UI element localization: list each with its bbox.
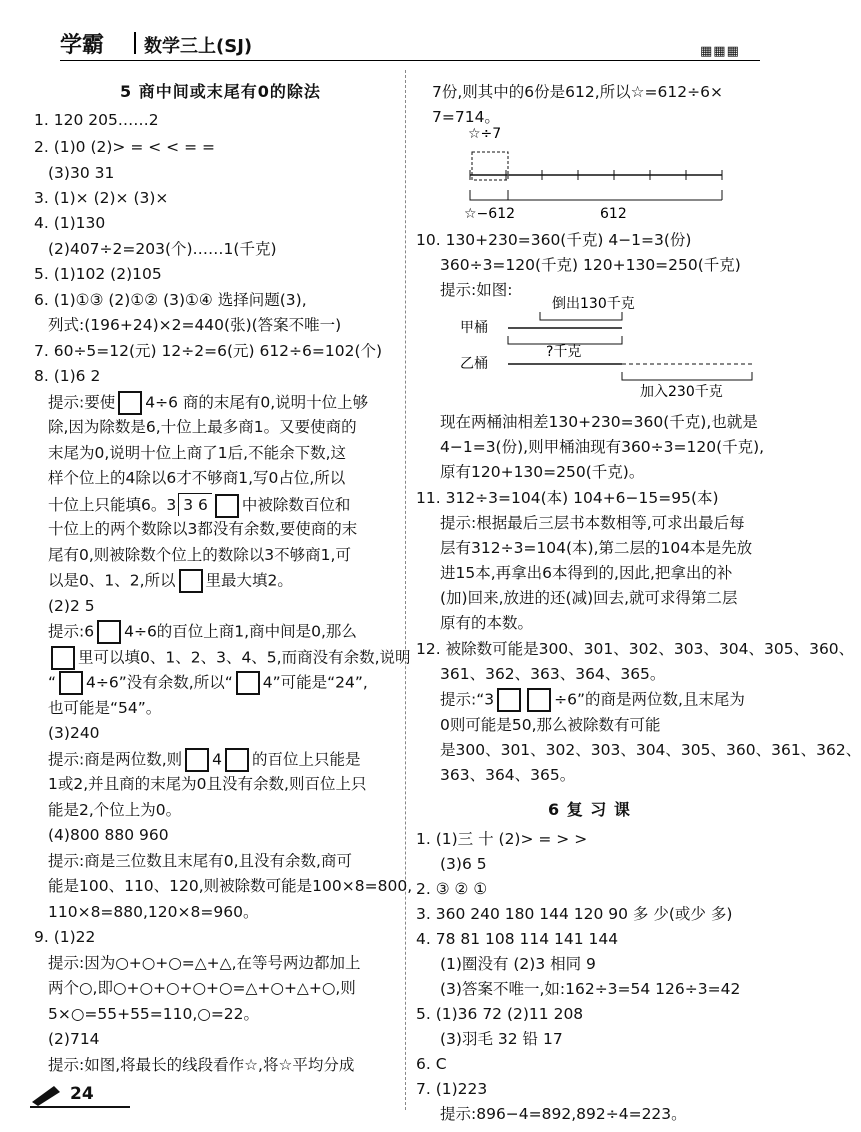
line-text: 两个○,即○+○+○+○+○=△+○+△+○,则 — [48, 979, 356, 997]
text-line — [440, 1028, 563, 1050]
text-line — [34, 263, 162, 285]
line-text: 提示:根据最后三层书本数相等,可求出最后每 — [440, 514, 745, 532]
text-line — [440, 688, 745, 712]
line-text: 8. (1)6 2 — [34, 367, 101, 385]
line-text: 也可能是“54”。 — [48, 699, 162, 717]
line-text: 进15本,再拿出6本得到的,因此,把拿出的补 — [440, 564, 733, 582]
text-line — [48, 799, 181, 821]
blank-box — [97, 620, 121, 644]
diagram1-star7: ☆÷7 — [468, 126, 502, 142]
line-text: 4. (1)130 — [34, 214, 106, 232]
text-line — [440, 512, 745, 534]
text-line — [34, 365, 100, 387]
line-text: 层有312÷3=104(本),第二层的104本是先放 — [440, 539, 753, 557]
text-line — [440, 663, 665, 685]
line-text: 9. (1)22 — [34, 928, 96, 946]
line-text: 提示:“3 — [440, 690, 495, 709]
text-line — [416, 1003, 583, 1025]
text-line — [440, 254, 741, 276]
text-line — [120, 81, 321, 103]
text-line — [48, 238, 277, 260]
line-text: 提示:896−4=892,892÷4=223。 — [440, 1105, 687, 1123]
line-text: (3)240 — [48, 724, 100, 742]
text-line — [48, 314, 341, 336]
line-text: 提示:如图: — [440, 281, 513, 299]
blank-box — [51, 646, 75, 670]
text-line — [48, 1054, 354, 1076]
line-text: 6 复 习 课 — [548, 800, 631, 819]
text-line — [432, 81, 723, 103]
text-line — [34, 136, 215, 158]
line-text-after-box: 4÷6的百位上商1,商中间是0,那么 — [124, 622, 357, 641]
line-text-after-box: 中被除数百位和 — [241, 496, 351, 514]
text-line — [48, 722, 100, 744]
text-line — [48, 467, 345, 489]
blank-box — [527, 688, 551, 712]
line-text-after-box: 4”可能是“24”, — [262, 673, 368, 692]
text-line — [48, 1028, 100, 1050]
line-text: 能是2,个位上为0。 — [48, 801, 182, 819]
line-text: 2. ③ ② ① — [416, 880, 488, 898]
diagram2-top: 倒出130千克 — [552, 296, 635, 312]
line-text: (3)6 5 — [440, 855, 487, 873]
line-text: (2)2 5 — [48, 597, 95, 615]
text-line — [48, 162, 114, 184]
text-line — [440, 853, 487, 875]
segment-diagram — [460, 120, 740, 220]
line-text-after-box: ÷6”的商是两位数,且末尾为 — [554, 690, 745, 709]
line-text: 6. C — [416, 1055, 447, 1073]
line-text: 原有的本数。 — [440, 614, 534, 632]
text-line — [440, 764, 575, 786]
text-line — [34, 187, 168, 209]
text-line — [416, 928, 618, 950]
line-text-after-box: 的百位上只能是 — [252, 750, 361, 769]
blank-box — [497, 688, 521, 712]
line-text: 7=714。 — [432, 108, 500, 126]
line-text: “ — [48, 673, 57, 692]
line-text: 361、362、363、364、365。 — [440, 665, 666, 683]
text-line — [48, 493, 350, 518]
line-text-after-box: 4÷6”没有余数,所以“ — [86, 673, 233, 692]
diagram2-bottom: 加入230千克 — [640, 384, 723, 400]
text-line — [440, 612, 533, 634]
blank-box — [118, 391, 142, 415]
line-text: 提示:商是两位数,则 — [48, 750, 183, 769]
text-line — [440, 1103, 687, 1125]
line-text: 4−1=3(份),则甲桶油现有360÷3=120(千克), — [440, 438, 765, 456]
text-line — [440, 714, 661, 736]
line-text: 7. 60÷5=12(元) 12÷2=6(元) 612÷6=102(个) — [34, 342, 383, 360]
line-text-after-box: 里最大填2。 — [205, 571, 293, 590]
text-line — [440, 436, 764, 458]
line-text: 列式:(196+24)×2=440(张)(答案不唯一) — [48, 316, 342, 334]
text-line — [440, 953, 596, 975]
line-text: 3. (1)× (2)× (3)× — [34, 189, 169, 207]
text-line — [416, 878, 487, 900]
line-text: 2. (1)0 (2)> = < < = = — [34, 138, 215, 156]
line-text: 十位上只能填6。3 — [48, 496, 177, 514]
line-text: 1. (1)三 十 (2)> = > > — [416, 830, 588, 848]
text-line — [48, 824, 169, 846]
text-line — [48, 850, 352, 872]
footer-rule — [30, 1106, 130, 1108]
diagram2-q: ?千克 — [546, 344, 582, 360]
line-text: 7. (1)223 — [416, 1080, 488, 1098]
line-text: 7份,则其中的6份是612,所以☆=612÷6× — [432, 83, 723, 101]
text-line — [440, 537, 752, 559]
text-line — [34, 289, 307, 311]
line-text: 尾有0,则被除数个位上的数除以3不够商1,可 — [48, 546, 351, 564]
text-line — [48, 595, 95, 617]
text-line — [48, 442, 346, 464]
blank-box — [185, 748, 209, 772]
line-text: (1)圈没有 (2)3 相同 9 — [440, 955, 596, 973]
text-line — [440, 562, 732, 584]
line-text: 提示:商是三位数且末尾有0,且没有余数,商可 — [48, 852, 352, 870]
line-text: 提示:如图,将最长的线段看作☆,将☆平均分成 — [48, 1056, 355, 1074]
text-line — [48, 901, 258, 923]
text-line — [440, 411, 758, 433]
line-text: 0则可能是50,那么被除数有可能 — [440, 716, 661, 734]
line-text: 以是0、1、2,所以 — [48, 571, 176, 590]
line-text: 4. 78 81 108 114 141 144 — [416, 930, 619, 948]
line-text: (2)714 — [48, 1030, 100, 1048]
line-text-after-box: 4÷6 商的末尾有0,说明十位上够 — [145, 393, 369, 412]
long-division-symbol: 3 6 — [178, 493, 212, 516]
text-line — [440, 978, 740, 1000]
line-text: 除,因为除数是6,十位上最多商1。又要使商的 — [48, 418, 357, 436]
line-text: 原有120+130=250(千克)。 — [440, 463, 645, 481]
line-text-after-box: 里可以填0、1、2、3、4、5,而商没有余数,说明 — [78, 648, 411, 667]
pencil-icon — [30, 1082, 64, 1106]
barrel-diagram — [460, 292, 760, 402]
line-text: 12. 被除数可能是300、301、302、303、304、305、360、 — [416, 640, 855, 658]
text-line — [48, 569, 293, 593]
line-text: (3)羽毛 32 铅 17 — [440, 1030, 563, 1048]
line-text: 10. 130+230=360(千克) 4−1=3(份) — [416, 231, 692, 249]
book-title: 数学三上(SJ) — [144, 36, 253, 57]
text-line — [416, 1053, 447, 1075]
line-text: 末尾为0,说明十位上商了1后,不能余下数,这 — [48, 444, 347, 462]
diagram1-right: 612 — [600, 206, 627, 222]
header-separator — [134, 32, 136, 54]
text-line — [34, 109, 159, 131]
line-text: (4)800 880 960 — [48, 826, 169, 844]
line-text: 360÷3=120(千克) 120+130=250(千克) — [440, 256, 741, 274]
line-text: 110×8=880,120×8=960。 — [48, 903, 259, 921]
line-text: 1. 120 205……2 — [34, 111, 159, 129]
blank-box — [59, 671, 83, 695]
text-line — [48, 977, 356, 999]
text-line — [48, 416, 357, 438]
text-line — [48, 518, 357, 540]
line-text: 5 商中间或末尾有0的除法 — [120, 82, 321, 101]
line-text: 能是100、110、120,则被除数可能是100×8=800, — [48, 877, 413, 895]
header-tag: ▦▦▦ — [700, 44, 740, 59]
text-line — [48, 544, 351, 566]
text-line — [34, 340, 382, 362]
column-divider — [405, 70, 407, 1110]
blank-box — [236, 671, 260, 695]
line-text: 5×○=55+55=110,○=22。 — [48, 1005, 260, 1023]
text-line — [440, 739, 861, 761]
text-line — [416, 487, 719, 509]
text-line — [416, 1078, 487, 1100]
text-line — [34, 926, 95, 948]
line-text: 5. (1)102 (2)105 — [34, 265, 162, 283]
text-line — [48, 391, 368, 415]
line-text: 363、364、365。 — [440, 766, 576, 784]
line-text: 现在两桶油相差130+230=360(千克),也就是 — [440, 413, 758, 431]
blank-box — [179, 569, 203, 593]
text-line — [48, 952, 361, 974]
logo: 学霸 — [60, 32, 105, 58]
line-text: 6. (1)①③ (2)①② (3)①④ 选择问题(3), — [34, 291, 307, 309]
text-line — [48, 748, 361, 772]
diagram2-jia: 甲桶 — [460, 320, 488, 336]
diagram2-yi: 乙桶 — [460, 356, 488, 372]
text-line — [48, 875, 412, 897]
line-text: 提示:要使 — [48, 393, 116, 412]
line-text: 5. (1)36 72 (2)11 208 — [416, 1005, 584, 1023]
text-line — [48, 620, 357, 644]
text-line — [416, 828, 587, 850]
text-line — [416, 638, 854, 660]
blank-box — [225, 748, 249, 772]
line-text-after-box: 4 — [212, 750, 223, 769]
text-line — [548, 799, 631, 821]
blank-box — [215, 494, 239, 518]
line-text: (2)407÷2=203(个)……1(千克) — [48, 240, 277, 258]
line-text: 是300、301、302、303、304、305、360、361、362、 — [440, 741, 861, 759]
page-number: 24 — [70, 1084, 94, 1104]
line-text: 十位上的两个数除以3都没有余数,要使商的末 — [48, 520, 358, 538]
line-text: 11. 312÷3=104(本) 104+6−15=95(本) — [416, 489, 719, 507]
line-text: (加)回来,放进的还(减)回去,就可求得第二层 — [440, 589, 738, 607]
text-line — [48, 1003, 259, 1025]
text-line — [48, 697, 161, 719]
text-line — [416, 903, 732, 925]
text-line — [48, 671, 368, 695]
text-line — [440, 461, 644, 483]
line-text: 1或2,并且商的末尾为0且没有余数,则百位上只 — [48, 775, 367, 793]
line-text: (3)30 31 — [48, 164, 115, 182]
text-line — [34, 212, 105, 234]
text-line — [48, 773, 366, 795]
text-line — [416, 229, 691, 251]
header-rule — [60, 60, 760, 61]
diagram1-left: ☆−612 — [464, 206, 516, 222]
line-text: (3)答案不唯一,如:162÷3=54 126÷3=42 — [440, 980, 741, 998]
text-line — [48, 646, 411, 670]
line-text: 提示:因为○+○+○=△+△,在等号两边都加上 — [48, 954, 361, 972]
line-text: 提示:6 — [48, 622, 95, 641]
line-text: 样个位上的4除以6才不够商1,写0占位,所以 — [48, 469, 346, 487]
text-line — [440, 587, 738, 609]
line-text: 3. 360 240 180 144 120 90 多 少(或少 多) — [416, 905, 733, 923]
